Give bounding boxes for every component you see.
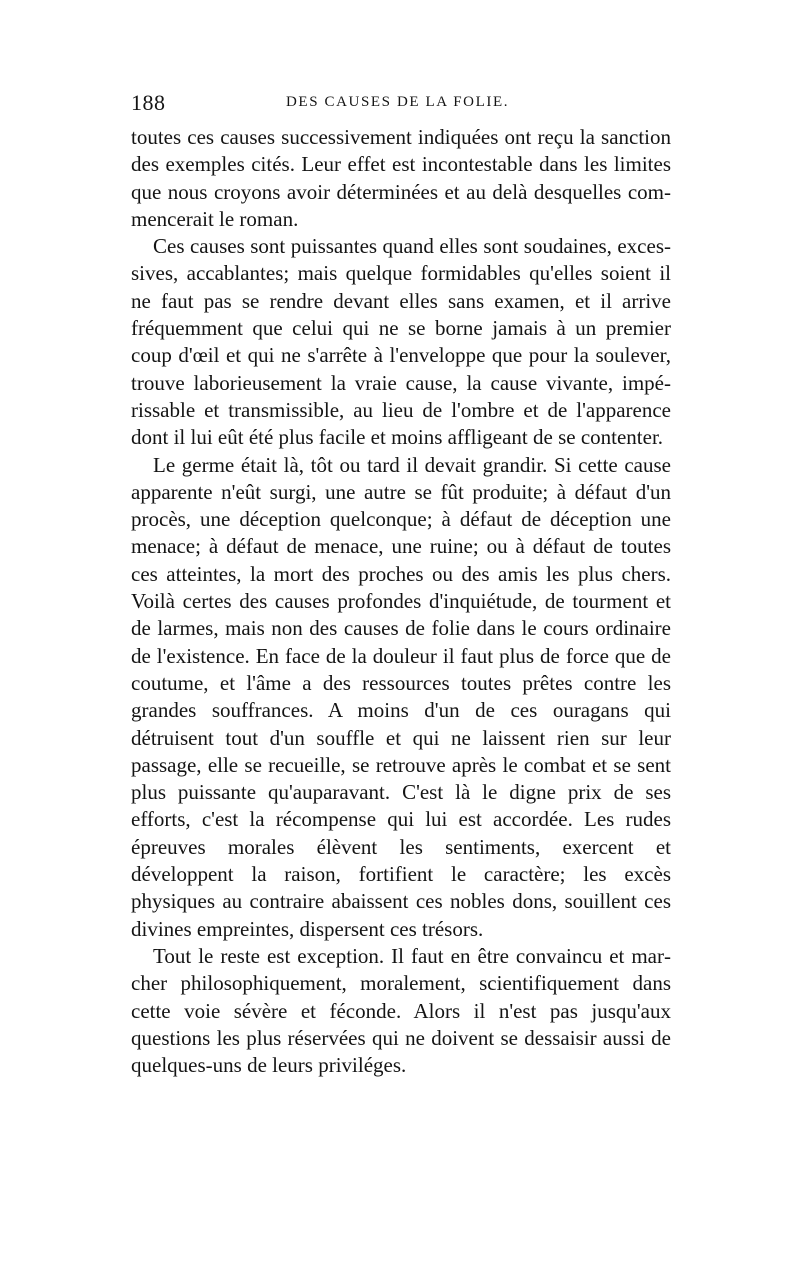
page-number: 188 xyxy=(131,90,166,115)
running-head xyxy=(131,84,671,124)
paragraph: Le germe était là, tôt ou tard il devait grandir. Si cette cause apparente n'eût surgi, une autre se fût produite; à défaut d'un procès, une déception quelconque; à défaut de déception une menace; à défaut de menace, une ruine; ou à défaut de toutes ces atteintes, la mort des proches ou des amis les plus chers. Voilà certes des causes profondes d'inquiétude, de tourment et de larmes, mais non des causes de folie dans le cours ordinaire de l'existence. En face de la douleur il faut plus de force que de coutume, et l'âme a des ressources toutes prêtes contre les grandes souffrances. A moins d'un de ces ouragans qui détruisent tout d'un souffle et qui ne laissent rien sur leur passage, elle se recueille, se retrouve après le combat et se sent plus puissante qu'auparavant. C'est là le digne prix de ses efforts, c'est la récompense qui lui est accordée. Les rudes épreuves morales élèvent les sentiments, exercent et développent la raison, fortifient le caractère; les excès physiques au contraire abaissent ces nobles dons, souillent ces divines empreintes, dispersent ces trésors. xyxy=(131,452,671,941)
paragraph: Ces causes sont puissantes quand elles sont soudaines, excessives, accablantes; mais quelque formidables qu'elles soient il ne faut pas se rendre devant elles sans examen, et il arrive fréquemment que celui qui ne se borne jamais à un premier coup d'œil et qui ne s'arrête à l'enveloppe que pour la soulever, trouve laborieusement la vraie cause, la cause vivante, impérissable et transmissible, au lieu de l'ombre et de l'apparence dont il lui eût été plus facile et moins affligeant de se contenter. xyxy=(131,234,671,450)
book-page xyxy=(131,84,671,1079)
body-text xyxy=(131,124,671,1079)
paragraph: Tout le reste est exception. Il faut en être convaincu et marcher philosophiquement, moralement, scientifiquement dans cette voie sévère et féconde. Alors il n'est pas jusqu'aux questions les plus réservées qui ne doivent se dessaisir aussi de quelques-uns de leurs priviléges. xyxy=(131,943,671,1078)
running-head-title: DES CAUSES DE LA FOLIE. xyxy=(286,94,510,110)
paragraph-continuation: toutes ces causes successivement indiquées ont reçu la sanction des exemples cités. Leur effet est incontestable dans les limites que nous croyons avoir déterminées et au delà desquelles commencerait le roman. xyxy=(131,125,671,231)
